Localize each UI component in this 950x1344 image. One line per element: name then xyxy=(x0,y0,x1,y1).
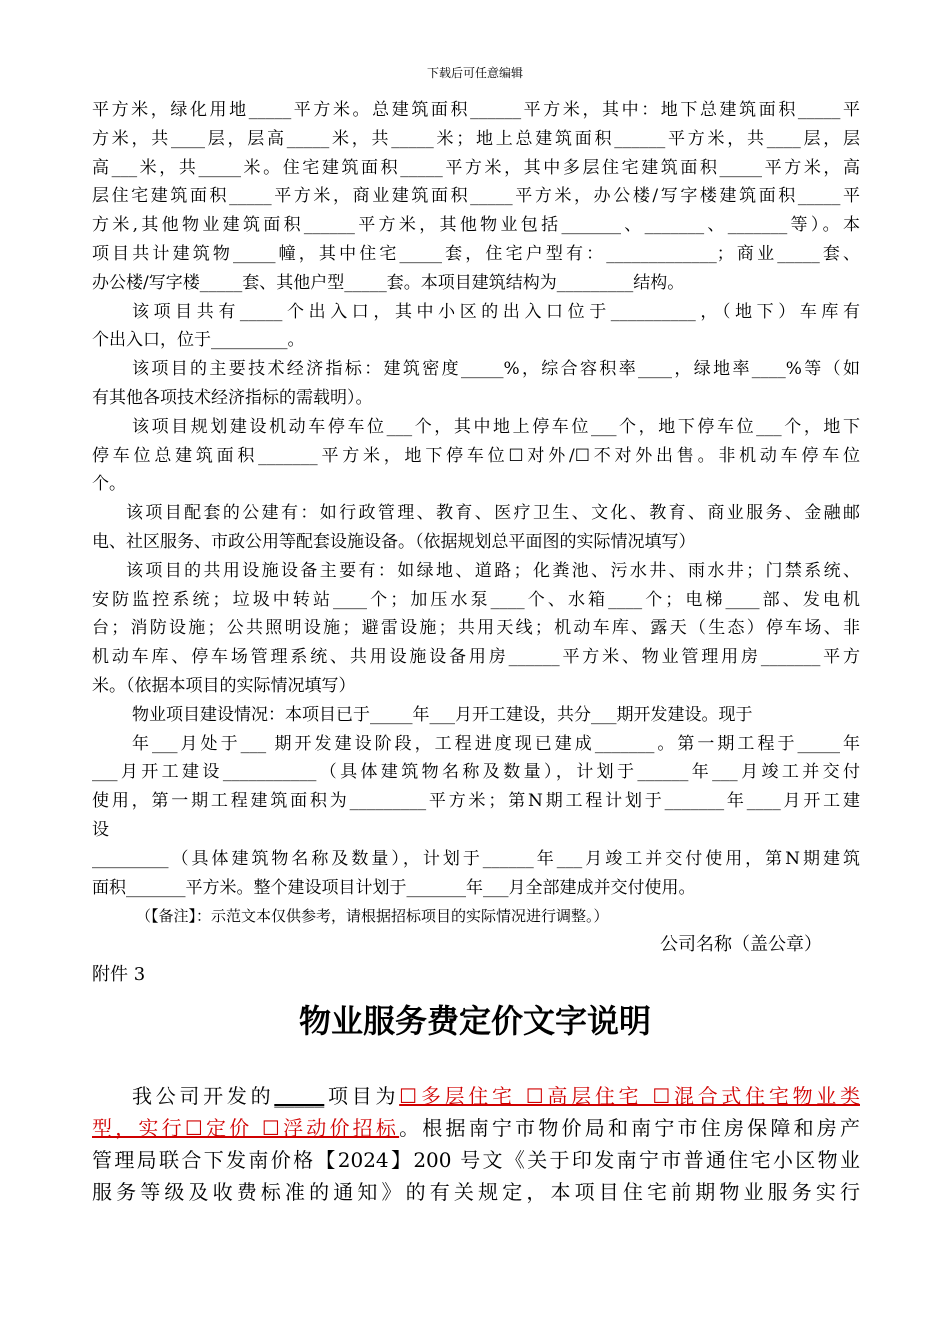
pricing-line xyxy=(92,1112,860,1144)
parking-line: 个。 xyxy=(92,474,126,495)
construction-line: 物业项目建设情况：本项目已于_____年___月开工建设，共分___期开发建设。现于 xyxy=(132,704,753,725)
shared-line: 米。（依据本项目的实际情况填写） xyxy=(92,675,356,696)
pricing-line xyxy=(92,1080,860,1112)
shared-line: 安防监控系统；垃圾中转站____个；加压水泵____个、水箱____个；电梯____部、发电机 xyxy=(92,589,860,610)
text-line: 办公楼/写字楼_____套、其他户型_____套。本项目建筑结构为_________结构。 xyxy=(92,272,685,293)
shared-line: 该项目的共用设施设备主要有：如绿地、道路；化粪池、污水井、雨水井；门禁系统、 xyxy=(126,560,860,581)
facilities-line: 该项目配套的公建有：如行政管理、教育、医疗卫生、文化、教育、商业服务、金融邮 xyxy=(126,503,860,524)
text-line: 层住宅建筑面积_____平方米，商业建筑面积_____平方米，办公楼/写字楼建筑面积_____平 xyxy=(92,186,860,207)
construction-line: 年___月处于___ 期开发建设阶段，工程进度现已建成_______。第一期工程于_____年 xyxy=(132,733,860,754)
parking-line: 停车位总建筑面积_______平方米，地下停车位☐对外/☐不对外出售。非机动车停车位 xyxy=(92,445,860,466)
pricing-mode-options: 型，实行☐定价 ☐浮动价招标 xyxy=(92,1116,400,1140)
facilities-line: 电、社区服务、市政公用等配套设施设备。（依据规划总平面图的实际情况填写） xyxy=(92,531,696,552)
construction-line: 使用，第一期工程建筑面积为_________平方米；第N期工程计划于_______年____月开工建 xyxy=(92,791,860,812)
text-line: 项目共计建筑物_____幢，其中住宅_____套，住宅户型有：_____________；商业_____套、 xyxy=(92,243,860,264)
pricing-description xyxy=(92,1080,860,1208)
remark-note: （【备注】：示范文本仅供参考，请根据招标项目的实际情况进行调整。） xyxy=(136,907,609,926)
project-name-blank: _____ xyxy=(274,1084,325,1108)
tech-line: 该项目的主要技术经济指标：建筑密度_____%，综合容积率____，绿地率____%等（如 xyxy=(132,359,860,380)
text-line: 平方米，绿化用地_____平方米。总建筑面积______平方米，其中：地下总建筑面积_____平 xyxy=(92,100,860,120)
section-title: 物业服务费定价文字说明 xyxy=(298,1002,651,1040)
construction-line: 设 xyxy=(92,819,109,840)
pricing-text: 我公司开发的 xyxy=(132,1084,275,1108)
pricing-line: 服务等级及收费标准的通知》的有关规定，本项目住宅前期物业服务实行 xyxy=(92,1180,860,1204)
property-type-options: ☐多层住宅 ☐高层住宅 ☐混合式住宅物业类 xyxy=(399,1084,860,1108)
pricing-line: 管理局联合下发南价格【2024】200 号文《关于印发南宁市普通住宅小区物业 xyxy=(92,1148,860,1172)
pricing-text: 项目为 xyxy=(324,1084,400,1108)
text-line: 方米,其他物业建筑面积______平方米，其他物业包括_______、_______、_______等）。本 xyxy=(92,215,860,236)
company-signature: 公司名称（盖公章） xyxy=(660,934,822,956)
entrance-line: 该项目共有_____个出入口，其中小区的出入口位于__________，（地下）车库有 xyxy=(132,301,860,322)
text-line: 方米，共____层，层高_____米，共_____米；地上总建筑面积______平方米，共____层，层 xyxy=(92,128,860,149)
project-description xyxy=(92,96,860,1000)
shared-line: 机动车库、停车场管理系统、共用设施设备用房______平方米、物业管理用房_______平方 xyxy=(92,647,860,668)
text-line: 高___米，共_____米。住宅建筑面积_____平方米，其中多层住宅建筑面积_____平方米，高 xyxy=(92,157,860,178)
annex-label: 附件 3 xyxy=(92,964,146,986)
pricing-text: 。根据南宁市物价局和南宁市住房保障和房产 xyxy=(399,1116,860,1140)
tech-line: 有其他各项技术经济指标的需载明）。 xyxy=(92,387,373,408)
page-header: 下载后可任意编辑 xyxy=(426,66,523,80)
construction-line: 面积_______平方米。整个建设项目计划于_______年___月全部建成并交付使用。 xyxy=(92,877,696,898)
construction-line: ___月开工建设___________（具体建筑物名称及数量），计划于______年___月竣工并交付 xyxy=(92,762,860,783)
construction-line: _________（具体建筑物名称及数量），计划于______年___月竣工并交付使用，第N期建筑 xyxy=(92,848,860,869)
parking-line: 该项目规划建设机动车停车位___个，其中地上停车位___个，地下停车位___个，地下 xyxy=(132,416,860,437)
entrance-line: 个出入口，位于_________。 xyxy=(92,330,305,351)
shared-line: 台；消防设施；公共照明设施；避雷设施；共用天线；机动车库、露天（生态）停车场、非 xyxy=(92,618,860,639)
